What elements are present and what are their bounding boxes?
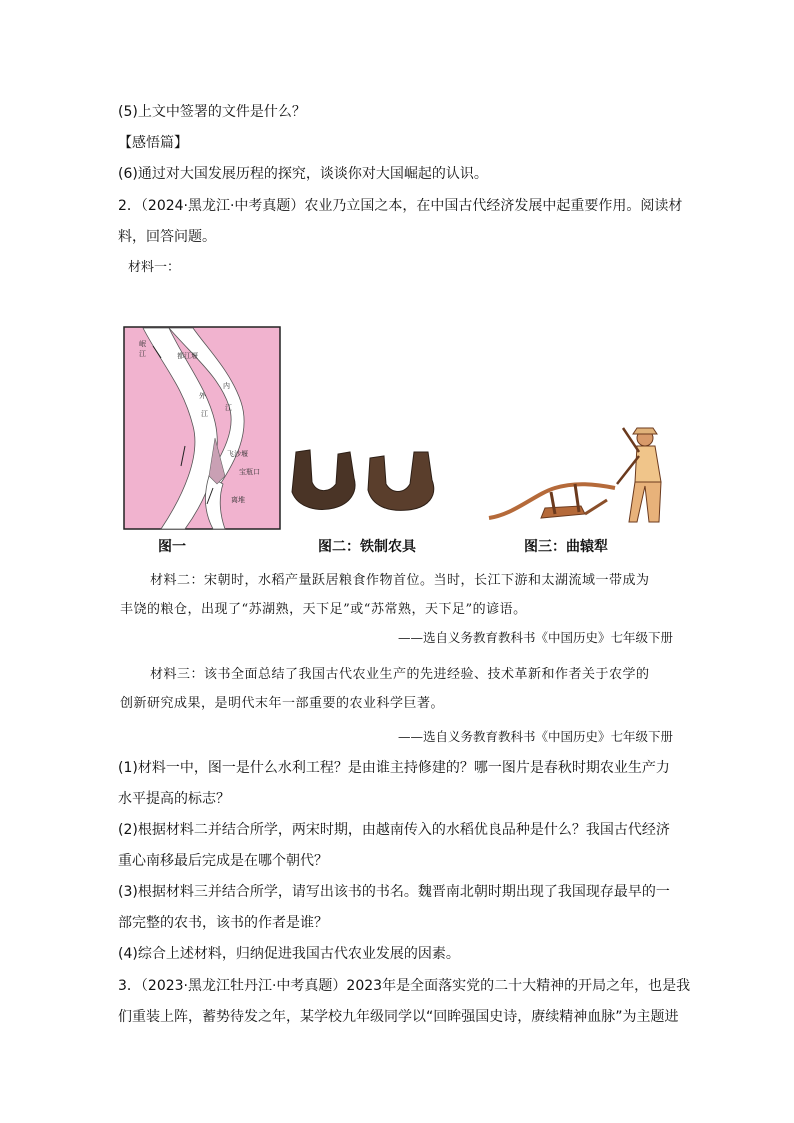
question-5: (5)上文中签署的文件是什么？ <box>118 104 306 120</box>
curved-plow-image <box>485 422 675 530</box>
q2-sub3-line1: (3)根据材料三并结合所学，请写出该书的书名。魏晋南北朝时期出现了我国现存最早的一 <box>118 884 670 900</box>
q2-sub2-line1: (2)根据材料二并结合所学，两宋时期，由越南传入的水稻优良品种是什么？我国古代经济 <box>118 822 670 838</box>
map-label-river: 江 <box>139 350 146 358</box>
map-label-min: 岷 <box>139 340 146 348</box>
q2-sub2-line2: 重心南移最后完成是在哪个朝代？ <box>118 853 328 869</box>
fig2-caption: 图二：铁制农具 <box>318 539 416 555</box>
fig1-caption: 图一 <box>158 539 186 555</box>
material2-line1: 材料二：宋朝时，水稻产量跃居粮食作物首位。当时，长江下游和太湖流域一带成为 <box>150 573 650 588</box>
material2-source: ——选自义务教育教科书《中国历史》七年级下册 <box>397 630 673 645</box>
material3-line2: 创新研究成果，是明代末年一部重要的农业科学巨著。 <box>120 696 445 711</box>
map-label-inner-river: 江 <box>225 404 232 412</box>
q2-sub1-line2: 水平提高的标志？ <box>118 791 230 807</box>
q2-stem-line1: 2．（2024·黑龙江·中考真题）农业乃立国之本，在中国古代经济发展中起重要作用。阅读材 <box>118 198 683 214</box>
map-label-liyu: 离堆 <box>231 496 245 504</box>
q2-sub4: (4)综合上述材料，归纳促进我国古代农业发展的因素。 <box>118 946 460 962</box>
material2-line2: 丰饶的粮仓，出现了“苏湖熟，天下足”或“苏常熟，天下足”的谚语。 <box>120 602 527 617</box>
q2-sub3-line2: 部完整的农书，该书的作者是谁？ <box>118 915 328 931</box>
dujiangyan-map <box>123 326 281 530</box>
iron-tools-image <box>288 448 448 514</box>
material3-source: ——选自义务教育教科书《中国历史》七年级下册 <box>397 729 673 744</box>
map-label-outer: 外 <box>199 392 206 400</box>
q2-stem-line2: 料，回答问题。 <box>118 229 216 245</box>
fig3-caption: 图三：曲辕犁 <box>524 539 608 555</box>
map-label-feisha: 飞沙堰 <box>227 450 248 458</box>
map-label-outer-river: 江 <box>201 410 208 418</box>
material1-label: 材料一： <box>128 260 181 275</box>
material3-line1: 材料三：该书全面总结了我国古代农业生产的先进经验、技术革新和作者关于农学的 <box>150 667 650 682</box>
section-heading: 【感悟篇】 <box>118 135 188 151</box>
map-label-baoping: 宝瓶口 <box>239 468 260 476</box>
q3-stem-line2: 们重装上阵，蓄势待发之年，某学校九年级同学以“回眸强国史诗，赓续精神血脉”为主题进 <box>118 1009 679 1025</box>
map-label-dujiang: 都江堰 <box>177 352 198 360</box>
map-label-inner: 内 <box>223 382 230 390</box>
q3-stem-line1: 3．（2023·黑龙江牡丹江·中考真题）2023年是全面落实党的二十大精神的开局之年，也是我 <box>118 978 691 994</box>
question-6: (6)通过对大国发展历程的探究，谈谈你对大国崛起的认识。 <box>118 166 488 182</box>
q2-sub1-line1: (1)材料一中，图一是什么水利工程？是由谁主持修建的？哪一图片是春秋时期农业生产力 <box>118 760 670 776</box>
